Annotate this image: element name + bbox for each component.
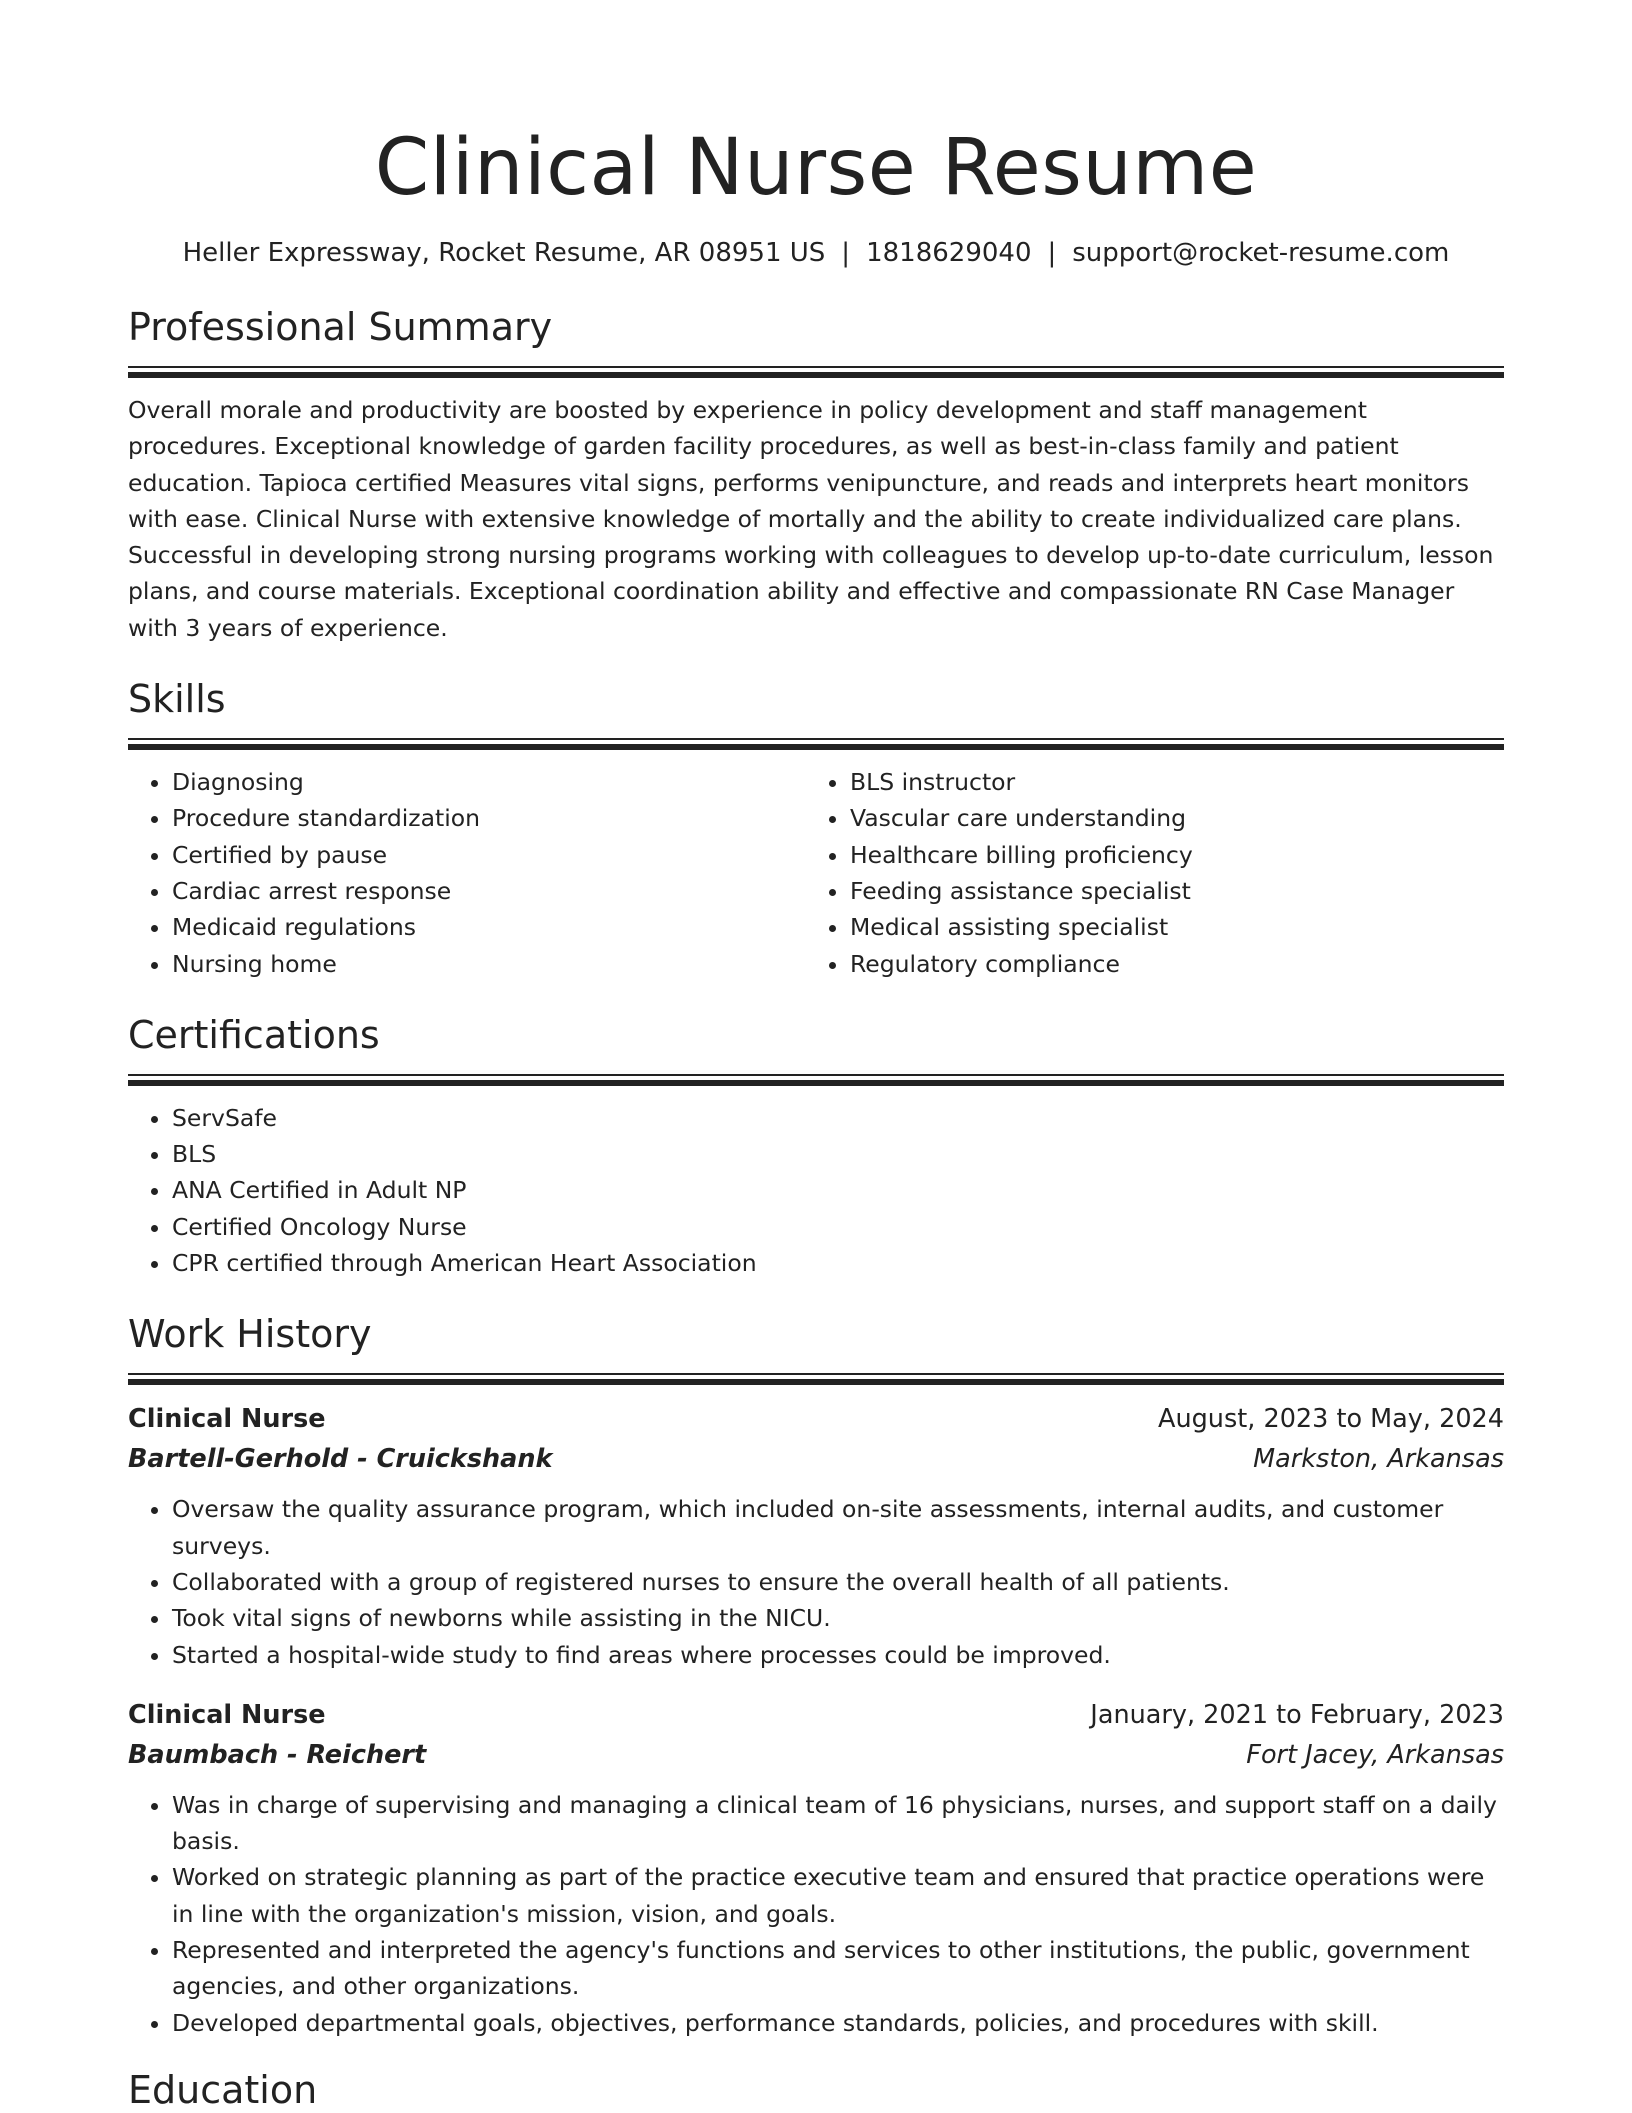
job-company: Baumbach - Reichert <box>128 1739 427 1770</box>
skills-grid <box>128 750 1504 982</box>
skill-item: • Diagnosing <box>172 764 806 800</box>
contact-email: support@rocket-resume.com <box>1072 238 1450 268</box>
page-title: Clinical Nurse Resume <box>374 123 1258 213</box>
job-subheader <box>128 1439 1504 1479</box>
skills-heading: Skills <box>128 677 226 722</box>
job-bullet: • Started a hospital-wide study to find areas where processes could be improved. <box>172 1637 1504 1673</box>
section-divider <box>128 1074 1504 1076</box>
section-divider-thick <box>128 372 1504 378</box>
job-dates: August, 2023 to May, 2024 <box>1158 1404 1504 1435</box>
education-section <box>128 2067 1504 2113</box>
job-subheader <box>128 1735 1504 1775</box>
skill-item: • Procedure standardization <box>172 800 806 836</box>
education-heading: Education <box>128 2067 318 2112</box>
job-entry <box>128 1399 1504 1672</box>
job-bullet: • Represented and interpreted the agency's functions and services to other institutions, the public, government agencies, and other organizations. <box>172 1932 1504 2005</box>
section-divider <box>128 738 1504 740</box>
contact-line <box>128 236 1504 270</box>
skill-item: • Cardiac arrest response <box>172 873 806 909</box>
resume-page <box>128 0 1504 2113</box>
summary-heading: Professional Summary <box>128 305 553 349</box>
job-header <box>128 1695 1504 1735</box>
certification-item: • ServSafe <box>172 1100 1504 1136</box>
certification-item: • Certified Oncology Nurse <box>172 1209 1504 1245</box>
certification-item: • BLS <box>172 1136 1504 1172</box>
certifications-section <box>128 1012 1504 1281</box>
skill-item: • Medicaid regulations <box>172 909 806 945</box>
job-entry <box>128 1695 1504 2041</box>
job-bullet: • Worked on strategic planning as part of the practice executive team and ensured that practice operations were in line with the organization's mission, vision, and goals. <box>172 1859 1504 1932</box>
skill-item: • Feeding assistance specialist <box>850 873 1484 909</box>
certification-item: • ANA Certified in Adult NP <box>172 1172 1504 1208</box>
job-bullet: • Developed departmental goals, objectives, performance standards, policies, and procedures with skill. <box>172 2005 1504 2041</box>
section-divider <box>128 366 1504 368</box>
skill-item: • Vascular care understanding <box>850 800 1484 836</box>
skills-list-right <box>806 764 1484 982</box>
job-bullets <box>128 1491 1504 1672</box>
contact-separator: | <box>1047 238 1057 268</box>
contact-separator: | <box>841 238 851 268</box>
job-bullet: • Took vital signs of newborns while assisting in the NICU. <box>172 1600 1504 1636</box>
skill-item: • BLS instructor <box>850 764 1484 800</box>
job-dates: January, 2021 to February, 2023 <box>1090 1699 1504 1730</box>
certifications-list <box>128 1100 1504 1281</box>
job-title: Clinical Nurse <box>128 1699 326 1730</box>
section-divider-thick <box>128 1379 1504 1385</box>
contact-phone: 1818629040 <box>866 238 1032 268</box>
skill-item: • Certified by pause <box>172 837 806 873</box>
section-divider <box>128 1373 1504 1375</box>
job-bullet: • Was in charge of supervising and managing a clinical team of 16 physicians, nurses, and support staff on a daily basis. <box>172 1787 1504 1860</box>
job-location: Markston, Arkansas <box>1253 1444 1504 1475</box>
skill-item: • Regulatory compliance <box>850 946 1484 982</box>
job-bullet: • Collaborated with a group of registered nurses to ensure the overall health of all patients. <box>172 1564 1504 1600</box>
skill-item: • Nursing home <box>172 946 806 982</box>
job-location: Fort Jacey, Arkansas <box>1246 1739 1504 1770</box>
certifications-heading: Certifications <box>128 1012 380 1057</box>
skill-item: • Healthcare billing proficiency <box>850 837 1484 873</box>
skills-list-left <box>128 764 806 982</box>
contact-address: Heller Expressway, Rocket Resume, AR 08951 US <box>182 238 826 268</box>
job-bullet: • Oversaw the quality assurance program, which included on-site assessments, internal audits, and customer surveys. <box>172 1491 1504 1564</box>
job-title: Clinical Nurse <box>128 1404 326 1435</box>
certification-item: • CPR certified through American Heart Association <box>172 1245 1504 1281</box>
job-company: Bartell-Gerhold - Cruickshank <box>128 1444 553 1475</box>
summary-section <box>128 304 1504 646</box>
work-history-heading: Work History <box>128 1312 372 1357</box>
job-bullets <box>128 1787 1504 2041</box>
skills-section <box>128 676 1504 982</box>
skill-item: • Medical assisting specialist <box>850 909 1484 945</box>
work-history-section <box>128 1311 1504 2041</box>
section-divider-thick <box>128 1080 1504 1086</box>
job-header <box>128 1399 1504 1439</box>
summary-text: Overall morale and productivity are boosted by experience in policy development and staff management procedures. Exceptional knowledge of garden facility procedures, as well as best-in-class family and patient education. Tapioca certified Measures vital signs, performs venipuncture, and reads and interprets heart monitors with ease. Clinical Nurse with extensive knowledge of mortally and the ability to create individualized care plans. Successful in developing strong nursing programs working with colleagues to develop up-to-date curriculum, lesson plans, and course materials. Exceptional coordination ability and effective and compassionate RN Case Manager with 3 years of experience. <box>128 396 1494 642</box>
